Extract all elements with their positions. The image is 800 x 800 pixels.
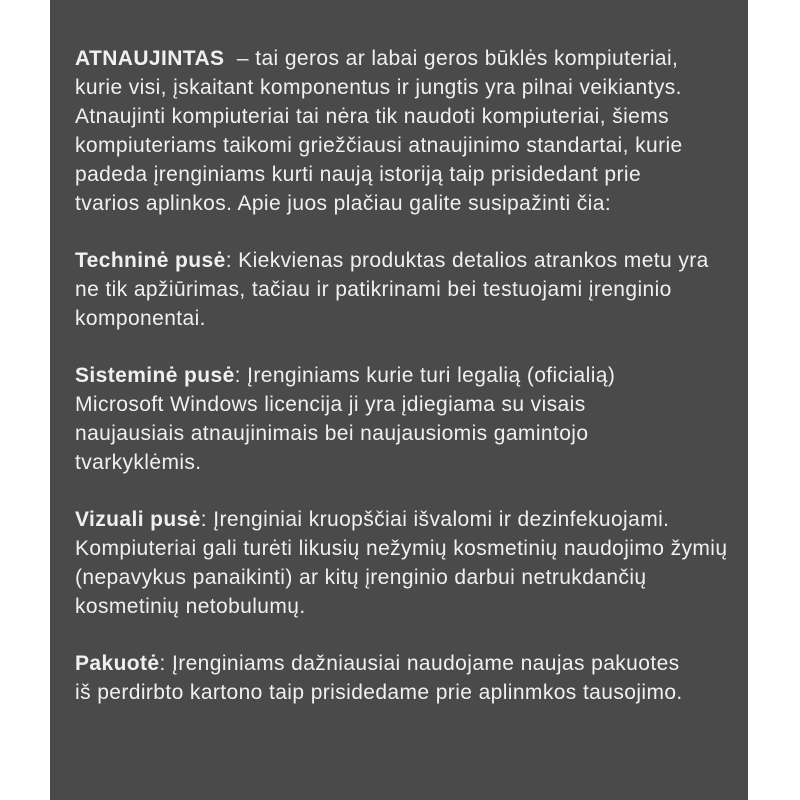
text-line: Atnaujinti kompiuteriai tai nėra tik naudoti kompiuteriai, šiems: [75, 105, 670, 128]
text-line: tvarkyklėmis.: [75, 451, 202, 474]
text-run: : Įrenginiams dažniausiai naudojame naujas pakuotes: [159, 652, 680, 675]
text-line: ne tik apžiūrimas, tačiau ir patikrinami bei testuojami įrenginio: [75, 278, 672, 301]
text-line: tvarios aplinkos. Apie juos plačiau galite susipažinti čia:: [75, 192, 612, 215]
paragraph-vizuali: [75, 505, 738, 621]
text-line: komponentai.: [75, 307, 206, 330]
text-run: : Kiekvienas produktas detalios atrankos metu yra: [225, 249, 709, 272]
text-run: – tai geros ar labai geros būklės kompiuteriai,: [224, 47, 679, 70]
text-line: iš perdirbto kartono taip prisidedame prie aplinmkos tausojimo.: [75, 681, 683, 704]
text-line: padeda įrenginiams kurti naują istoriją taip prisidedant prie: [75, 163, 642, 186]
section-label: Vizuali pusė: [75, 508, 201, 531]
text-line: [75, 246, 738, 275]
text-line: naujausiais atnaujinimais bei naujausiomis gamintojo: [75, 422, 589, 445]
text-line: Kompiuteriai gali turėti likusių nežymių kosmetinių naudojimo žymių: [75, 537, 728, 560]
text-line: [75, 361, 738, 390]
text-line: (nepavykus panaikinti) ar kitų įrenginio darbui netrukdančių: [75, 566, 647, 589]
paragraph-atnaujintas: [75, 44, 738, 218]
section-label: Pakuotė: [75, 652, 160, 675]
description-content: [50, 0, 748, 707]
paragraph-technine: [75, 246, 738, 333]
text-line: kosmetinių netobulumų.: [75, 595, 306, 618]
description-panel: [50, 0, 748, 800]
section-label: Techninė pusė: [75, 249, 226, 272]
text-line: [75, 44, 738, 73]
text-run: : Įrenginiai kruopščiai išvalomi ir dezinfekuojami.: [200, 508, 670, 531]
text-run: : Įrenginiams kurie turi legalią (oficialią): [234, 364, 616, 387]
section-label: Sisteminė pusė: [75, 364, 235, 387]
section-label: ATNAUJINTAS: [75, 47, 225, 70]
text-line: kompiuteriams taikomi griežčiausi atnaujinimo standartai, kurie: [75, 134, 683, 157]
text-line: [75, 649, 738, 678]
text-line: [75, 505, 738, 534]
paragraph-pakuote: [75, 649, 738, 707]
text-line: Microsoft Windows licencija ji yra įdiegiama su visais: [75, 393, 586, 416]
text-line: kurie visi, įskaitant komponentus ir jungtis yra pilnai veikiantys.: [75, 76, 682, 99]
paragraph-sistemine: [75, 361, 738, 477]
